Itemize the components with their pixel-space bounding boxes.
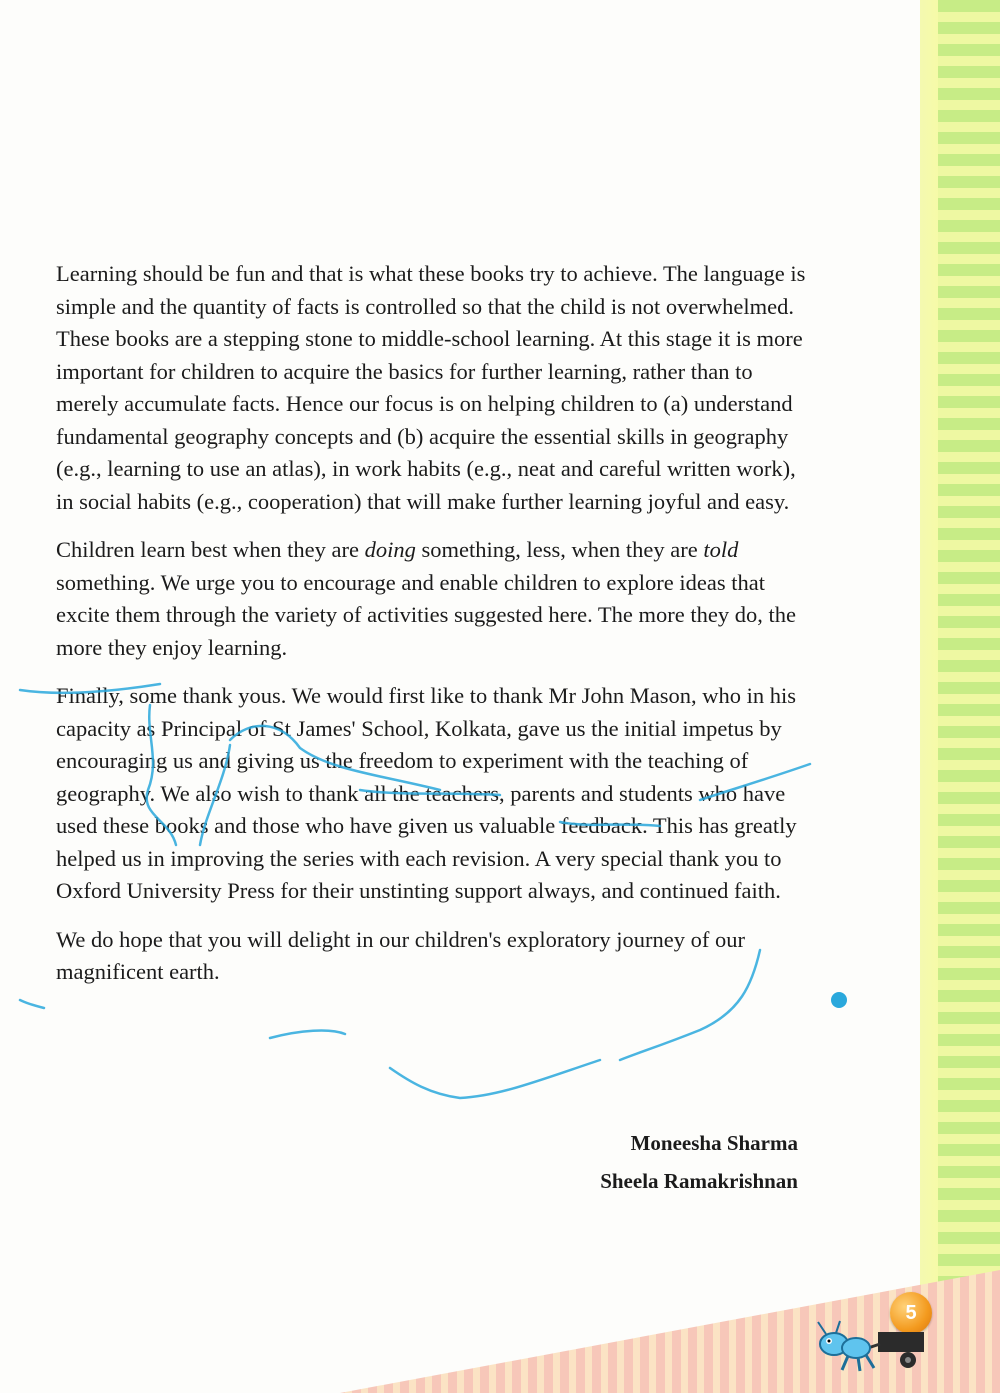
preface-text [56,258,816,1005]
paragraph-doing-text-1: Children learn best when they are [56,537,365,562]
author-name-2: Sheela Ramakrishnan [600,1169,798,1193]
ant-mascot-icon [808,1318,928,1378]
page-number-badge: 5 [890,1292,932,1334]
emphasis-doing: doing [364,537,416,562]
author-name-1: Moneesha Sharma [630,1131,798,1155]
paragraph-doing-text-3: something. We urge you to encourage and enable children to explore ideas that excite them through the variety of activities suggested here. The more they do, the more they enjoy learning. [56,569,796,660]
emphasis-told: told [703,537,739,562]
paragraph-thanks: Finally, some thank yous. We would first like to thank Mr John Mason, who in his capacity as Principal of St James' School, Kolkata, gave us the initial impetus by encouraging us and giving us the freedom to experiment with the teaching of geography. We also wish to thank all the teachers, parents and students who have used these books and those who have given us valuable feedback. This has greatly helped us in improving the series with each revision. A very special thank you to Oxford University Press for their unstinting support always, and continued faith. [56,683,797,903]
paragraph-doing [56,534,816,664]
author-signatures [600,1124,798,1200]
paragraph-closing: We do hope that you will delight in our children's exploratory journey of our magnificent earth. [56,926,745,984]
right-decorative-stripe [920,0,1000,1393]
paragraph-doing-text-2: something, less, when they are [415,537,704,562]
paragraph-learning: Learning should be fun and that is what these books try to achieve. The language is simple and the quantity of facts is controlled so that the child is not overwhelmed. These books are a stepping stone to middle-school learning. At this stage it is more important for children to acquire the basics for further learning, rather than to merely accumulate facts. Hence our focus is on helping children to (a) understand fundamental geography concepts and (b) acquire the essential skills in geography (e.g., learning to use an atlas), in work habits (e.g., neat and careful written work), in social habits (e.g., cooperation) that will make further learning joyful and easy. [56,261,806,514]
